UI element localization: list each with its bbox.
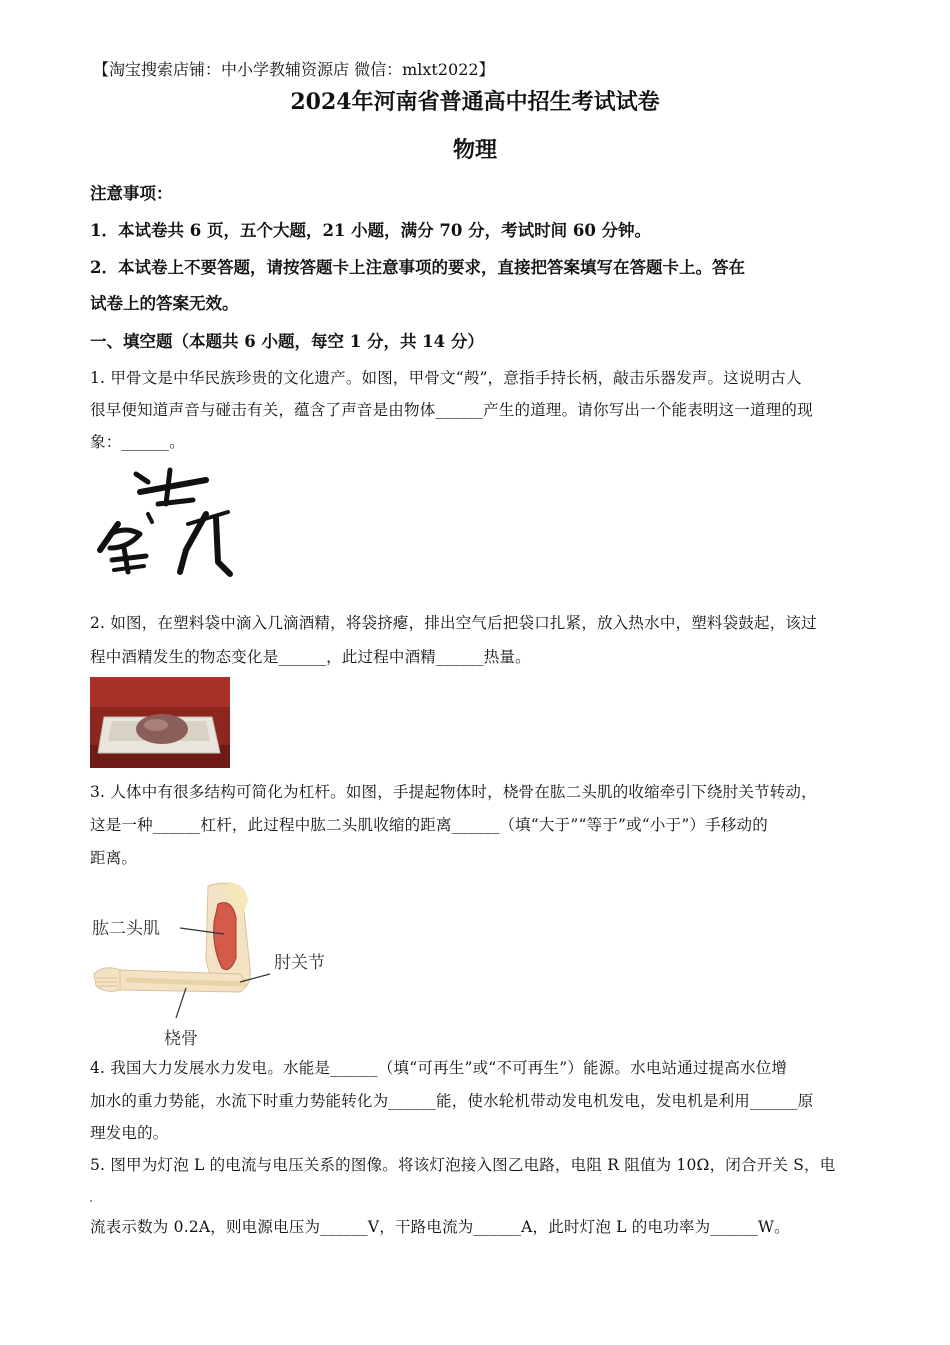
q1-line-1: 1. 甲骨文是中华民族珍贵的文化遗产。如图，甲骨文“殸”，意指手持长柄，敲击乐器发声。这说明古人 xyxy=(90,369,802,387)
q4-line-1: 4. 我国大力发展水力发电。水能是______（填“可再生”或“不可再生”）能源。水电站通过提高水位增 xyxy=(90,1059,788,1077)
q1-line-3: 象：______。 xyxy=(90,433,185,451)
exam-title: 2024年河南省普通高中招生考试试卷 xyxy=(290,89,660,115)
q3-line-3: 距离。 xyxy=(90,849,138,867)
label-biceps: 肱二头肌 xyxy=(92,919,160,939)
header-tag: 【淘宝搜索店铺：中小学教辅资源店 微信：mlxt2022】 xyxy=(93,60,495,79)
q3-line-1: 3. 人体中有很多结构可简化为杠杆。如图，手提起物体时，桡骨在肱二头肌的收缩牵引下绕肘关节转动， xyxy=(90,783,817,801)
q3-line-2: 这是一种______杠杆，此过程中肱二头肌收缩的距离______（填“大于”“等于”或“小于”）手移动的 xyxy=(90,816,768,834)
arm-lever-figure xyxy=(90,878,350,1050)
q1-line-2: 很早便知道声音与碰击有关，蕴含了声音是由物体______产生的道理。请你写出一个能表明这一道理的现 xyxy=(90,401,813,419)
notice-heading: 注意事项： xyxy=(90,184,173,203)
q2-line-1: 2. 如图，在塑料袋中滴入几滴酒精，将袋挤瘪，排出空气后把袋口扎紧，放入热水中，塑料袋鼓起，该过 xyxy=(90,614,817,632)
q2-line-2: 程中酒精发生的物态变化是______，此过程中酒精______热量。 xyxy=(90,648,531,666)
notice-item-2-line-2: 试卷上的答案无效。 xyxy=(90,294,239,313)
q5-line-1: 5. 图甲为灯泡 L 的电流与电压关系的图像。将该灯泡接入图乙电路，电阻 R 阻值为 10Ω，闭合开关 S，电 xyxy=(90,1156,836,1174)
notice-item-1: 1．本试卷共 6 页，五个大题，21 小题，满分 70 分，考试时间 60 分钟。 xyxy=(90,221,652,240)
q5-line-2: 流表示数为 0.2A，则电源电压为______V，干路电流为______A，此时灯泡 L 的电功率为______W。 xyxy=(90,1218,790,1236)
q4-line-3: 理发电的。 xyxy=(90,1124,169,1142)
oracle-bone-character-figure xyxy=(88,462,238,577)
section-1-heading: 一、填空题（本题共 6 小题，每空 1 分，共 14 分） xyxy=(90,332,484,351)
label-elbow-joint: 肘关节 xyxy=(274,953,325,973)
notice-item-2-line-1: 2．本试卷上不要答题，请按答题卡上注意事项的要求，直接把答案填写在答题卡上。答在 xyxy=(90,258,745,277)
plastic-bag-in-hot-water-photo xyxy=(90,677,230,768)
q4-line-2: 加水的重力势能，水流下时重力势能转化为______能，使水轮机带动发电机发电，发电机是利用______原 xyxy=(90,1092,814,1110)
subject-title: 物理 xyxy=(452,137,497,163)
stray-dot xyxy=(90,1200,92,1202)
label-radius: 桡骨 xyxy=(164,1029,198,1049)
